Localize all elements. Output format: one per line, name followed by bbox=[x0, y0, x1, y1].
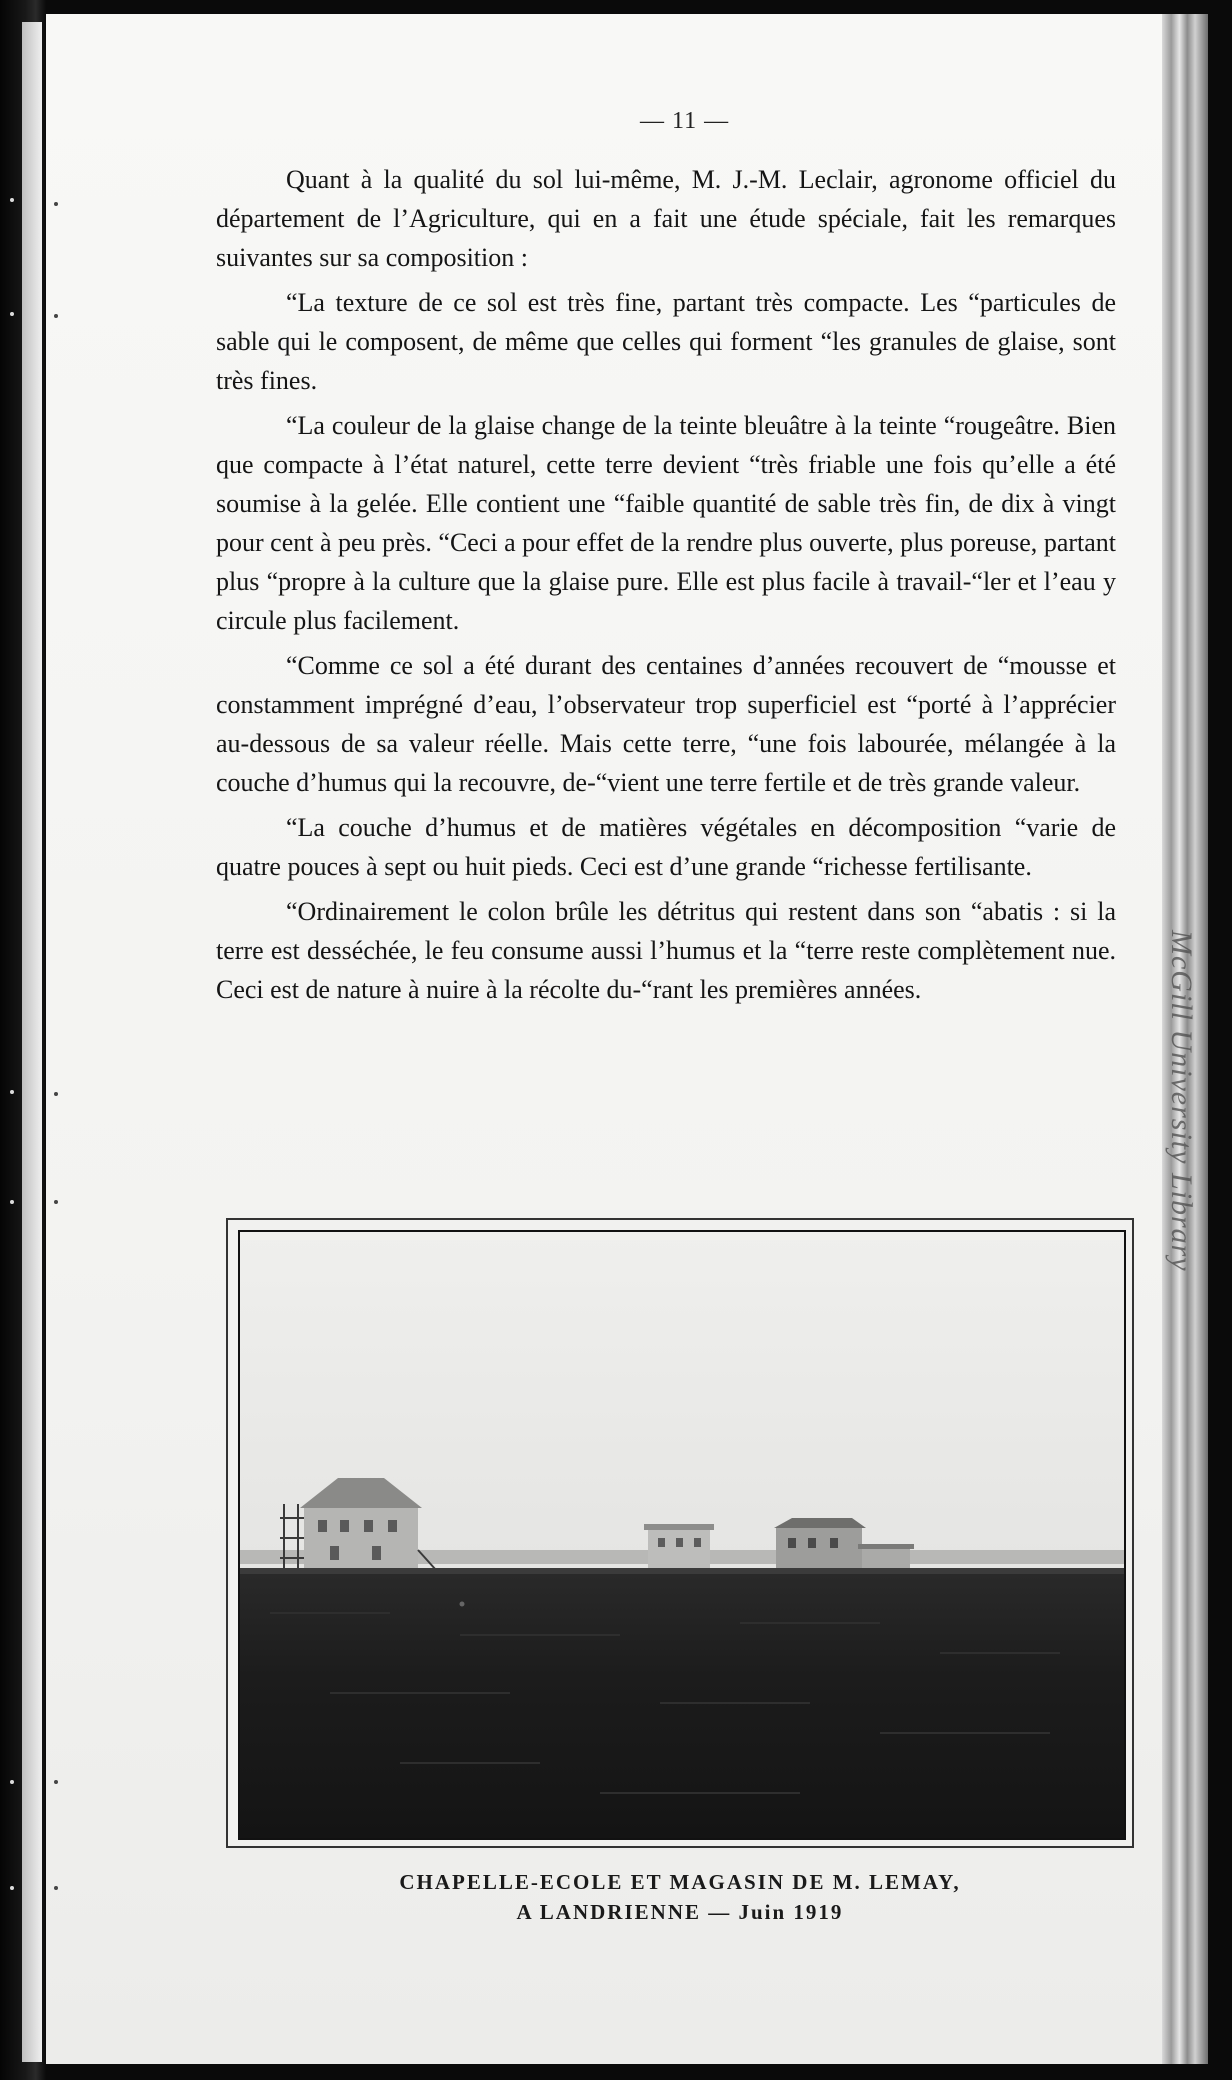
margin-mark bbox=[54, 314, 58, 318]
photo-frame bbox=[226, 1218, 1134, 1848]
paragraph: “La couche d’humus et de matières végétales en décomposition “varie de quatre pouces à sept ou huit pieds. Ceci est d’une grande “richesse fertilisante. bbox=[216, 813, 1116, 881]
center-building bbox=[644, 1524, 714, 1570]
margin-mark bbox=[10, 1886, 14, 1890]
margin-mark bbox=[10, 1090, 14, 1094]
margin-mark bbox=[54, 202, 58, 206]
photo-caption-line2: A LANDRIENNE — Juin 1919 bbox=[516, 1900, 844, 1924]
margin-mark bbox=[54, 1092, 58, 1096]
library-stamp: McGill University Library bbox=[1165, 930, 1198, 1272]
body-text bbox=[216, 160, 1116, 1015]
margin-mark bbox=[54, 1886, 58, 1890]
photo-caption-line1: CHAPELLE-ECOLE ET MAGASIN DE M. LEMAY, bbox=[399, 1870, 961, 1894]
paragraph: “La texture de ce sol est très fine, partant très compacte. Les “particules de sable qui le composent, de même que celles qui forment “les granules de glaise, sont très fines. bbox=[216, 288, 1116, 395]
paragraph: “Comme ce sol a été durant des centaines d’années recouvert de “mousse et constamment imprégné d’eau, l’observateur trop superficiel est “porté à l’apprécier au-dessous de sa valeur réelle. Mais cette terre, “une fois labourée, mélangée à la couche d’humus qui la recouvre, de-“vient une terre fertile et de très grande valeur. bbox=[216, 651, 1116, 797]
margin-mark bbox=[10, 198, 14, 202]
photograph bbox=[238, 1230, 1126, 1840]
landscape-photo bbox=[240, 1232, 1124, 1838]
previous-page-edge bbox=[22, 22, 44, 2062]
margin-mark bbox=[10, 1200, 14, 1204]
margin-mark bbox=[10, 312, 14, 316]
page-number: — 11 — bbox=[640, 108, 730, 134]
paragraph: Quant à la qualité du sol lui-même, M. J.-M. Leclair, agronome officiel du département de l’Agriculture, qui en a fait une étude spéciale, fait les remarques suivantes sur sa composition : bbox=[216, 165, 1116, 272]
margin-mark bbox=[10, 1780, 14, 1784]
paragraph: “La couleur de la glaise change de la teinte bleuâtre à la teinte “rougeâtre. Bien que compacte à l’état naturel, cette terre devient “très friable une fois qu’elle a été soumise à la gelée. Elle contient une “faible quantité de sable très fin, de dix à vingt pour cent à peu près. “Ceci a pour effet de la rendre plus ouverte, plus poreuse, partant plus “propre à la culture que la glaise pure. Elle est plus facile à travail-“ler et l’eau y circule plus facilement. bbox=[216, 411, 1116, 635]
margin-mark bbox=[54, 1200, 58, 1204]
margin-mark bbox=[54, 1780, 58, 1784]
paragraph: “Ordinairement le colon brûle les détritus qui restent dans son “abatis : si la terre est desséchée, le feu consume aussi l’humus et la “terre reste complètement nue. Ceci est de nature à nuire à la récolte du-“rant les premières années. bbox=[216, 897, 1116, 1004]
